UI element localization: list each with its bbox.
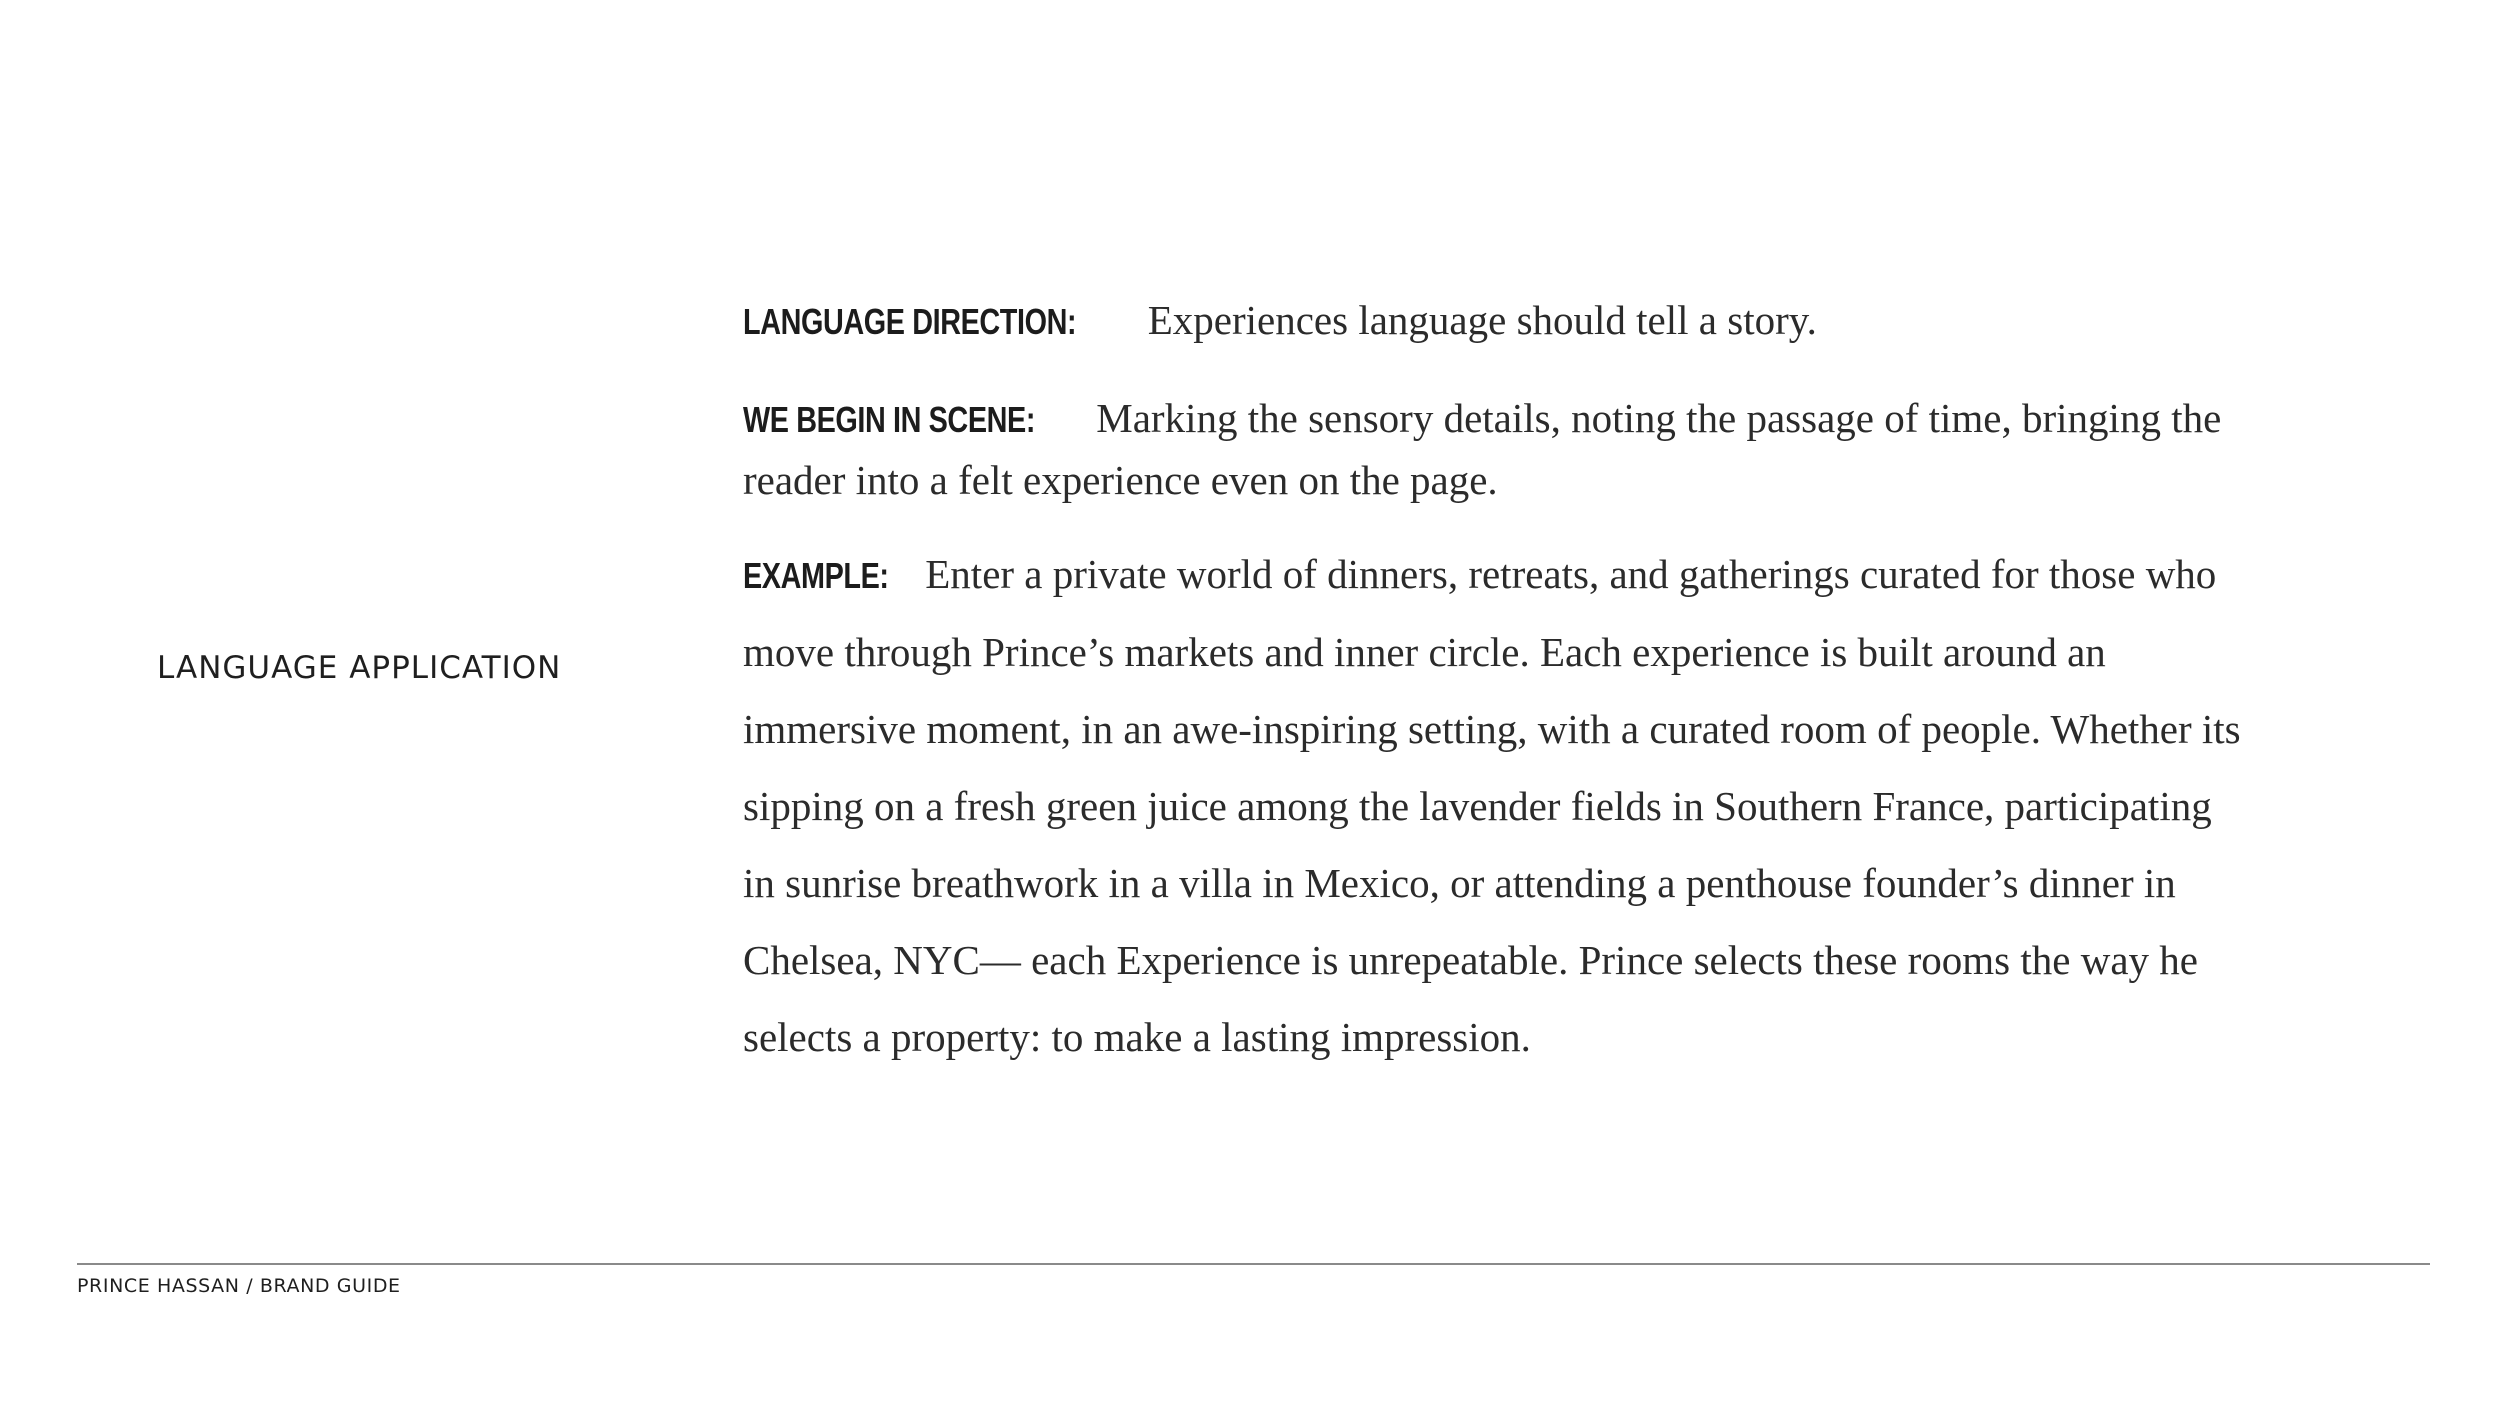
section-label: LANGUAGE APPLICATION	[157, 650, 562, 686]
paragraph-lead: WE BEGIN IN SCENE:	[743, 399, 1036, 440]
paragraph-lead: EXAMPLE:	[743, 555, 889, 596]
content-body	[743, 290, 2243, 1076]
we-begin-in-scene-paragraph	[743, 388, 2243, 510]
footer-divider	[77, 1263, 2430, 1265]
paragraph-text: Enter a private world of dinners, retreats, and gatherings curated for those who move through Prince’s markets and inner circle. Each experience is built around an immersive moment, in an awe-inspiring setting, with a curated room of people. Whether its sipping on a fresh green juice among the lavender fields in Southern France, participating in sunrise breathwork in a villa in Mexico, or attending a penthouse founder’s dinner in Chelsea, NYC— each Experience is unrepeatable. Prince selects these rooms the way he selects a property: to make a lasting impression.	[743, 551, 2241, 1060]
paragraph-text: Marking the sensory details, noting the passage of time, bringing the reader into a felt experience even on the page.	[743, 395, 2222, 503]
paragraph-lead: LANGUAGE DIRECTION:	[743, 301, 1077, 342]
example-paragraph	[743, 536, 2243, 1076]
paragraph-text: Experiences language should tell a story.	[1137, 297, 1817, 343]
language-direction-paragraph	[743, 290, 2243, 352]
footer-brand-text: PRINCE HASSAN / BRAND GUIDE	[77, 1275, 401, 1297]
